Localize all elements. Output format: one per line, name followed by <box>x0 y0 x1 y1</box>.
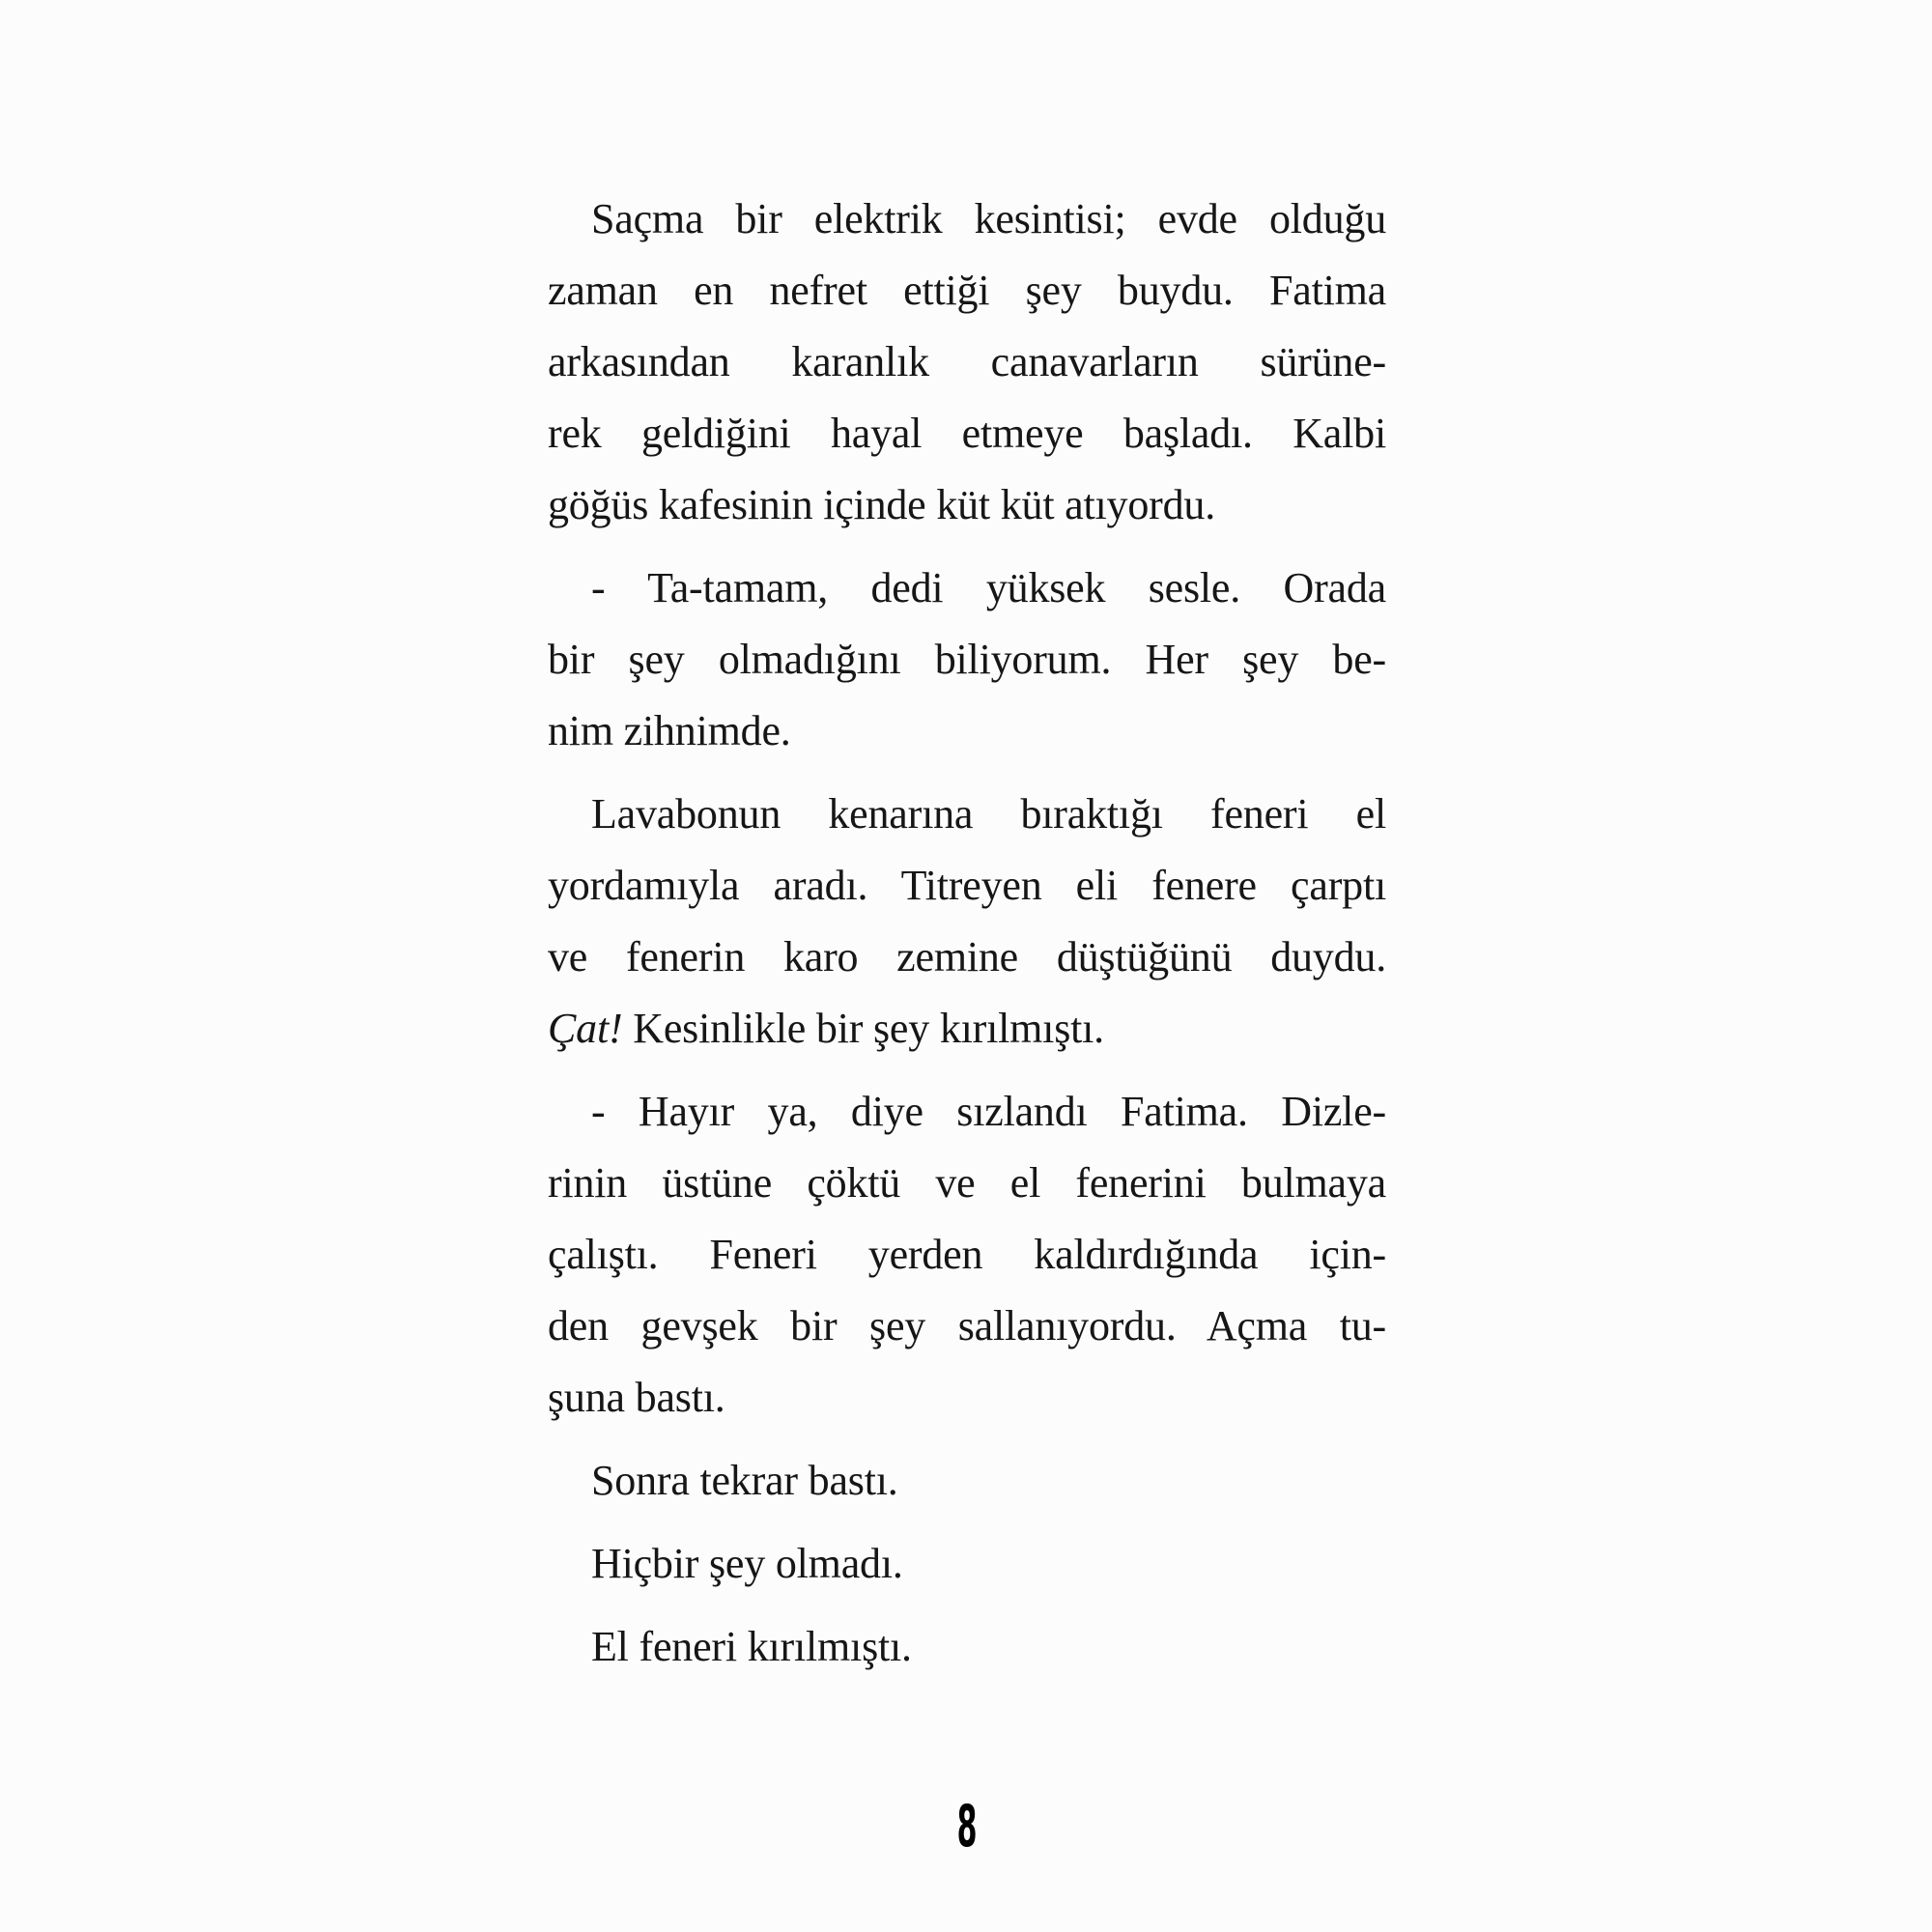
text-line <box>548 993 1386 1065</box>
text-line: göğüs kafesinin içinde küt küt atıyordu. <box>548 481 1215 528</box>
text-line: Sonra tekrar bastı. <box>591 1457 898 1504</box>
paragraph <box>548 184 1386 541</box>
text-line: El feneri kırılmıştı. <box>591 1623 912 1670</box>
text-line: yordamıyla aradı. Titreyen eli fenere çarptı <box>548 862 1386 909</box>
text-line: - Ta-tamam, dedi yüksek sesle. Orada <box>591 564 1386 611</box>
paragraph <box>548 1076 1386 1434</box>
text-line: - Hayır ya, diye sızlandı Fatima. Dizle- <box>591 1088 1386 1135</box>
text-block <box>548 184 1386 1694</box>
text-line: arkasından karanlık canavarların sürüne- <box>548 338 1386 385</box>
italic-word: Çat! <box>548 1005 623 1052</box>
text-line: Saçma bir elektrik kesintisi; evde olduğu <box>591 195 1386 242</box>
text-line: ve fenerin karo zemine düştüğünü duydu. <box>548 933 1386 980</box>
text-line: den gevşek bir şey sallanıyordu. Açma tu- <box>548 1302 1386 1350</box>
text-line: şuna bastı. <box>548 1374 725 1421</box>
paragraph <box>548 1611 1386 1683</box>
text-line: bir şey olmadığını biliyorum. Her şey be- <box>548 636 1386 683</box>
text-line: çalıştı. Feneri yerden kaldırdığında için- <box>548 1231 1386 1278</box>
text-line: rinin üstüne çöktü ve el fenerini bulmaya <box>548 1159 1386 1207</box>
text-line: zaman en nefret ettiği şey buydu. Fatima <box>548 267 1386 314</box>
text-line-rest: Kesinlikle bir şey kırılmıştı. <box>622 1005 1104 1052</box>
text-line: rek geldiğini hayal etmeye başladı. Kalbi <box>548 410 1386 457</box>
text-line: nim zihnimde. <box>548 707 791 754</box>
page-number: 8 <box>956 1793 978 1861</box>
paragraph <box>548 1528 1386 1600</box>
text-line: Hiçbir şey olmadı. <box>591 1540 903 1587</box>
paragraph <box>548 779 1386 1065</box>
paragraph <box>548 1445 1386 1517</box>
text-line: Lavabonun kenarına bıraktığı feneri el <box>591 790 1386 838</box>
paragraph <box>548 553 1386 767</box>
